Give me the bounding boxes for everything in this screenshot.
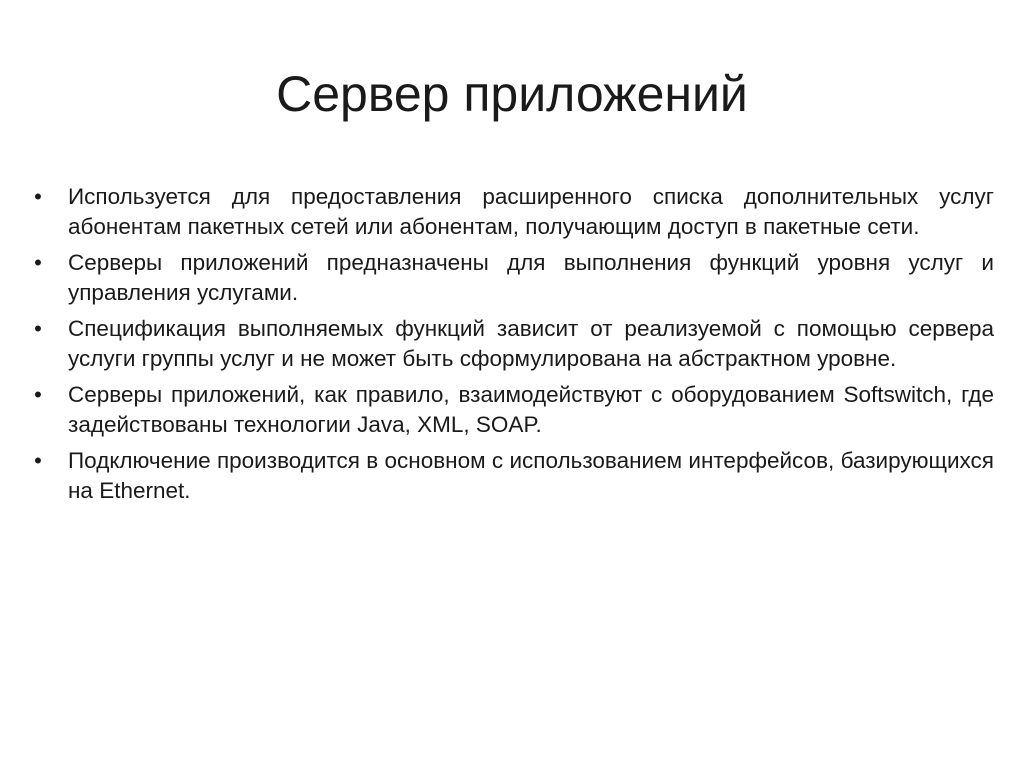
bullet-marker: •: [34, 448, 42, 473]
bullet-marker: •: [34, 316, 42, 341]
slide-title: Сервер приложений: [276, 66, 748, 122]
bullet-item: [34, 314, 994, 374]
bullet-text: Подключение производится в основном с использованием интерфейсов, базирующихся на Ethernet.: [68, 448, 994, 503]
bullet-marker: •: [34, 382, 42, 407]
bullet-item: [34, 248, 994, 308]
bullet-text: Серверы приложений предназначены для выполнения функций уровня услуг и управления услугами.: [68, 250, 994, 305]
bullet-text: Используется для предоставления расширенного списка дополнительных услуг абонентам пакетных сетей или абонентам, получающим доступ в пакетные сети.: [68, 184, 994, 239]
bullet-list: [34, 182, 994, 512]
bullet-item: [34, 182, 994, 242]
bullet-marker: •: [34, 184, 42, 209]
bullet-item: [34, 380, 994, 440]
bullet-item: [34, 446, 994, 506]
bullet-text: Спецификация выполняемых функций зависит от реализуемой с помощью сервера услуги группы услуг и не может быть сформулирована на абстрактном уровне.: [68, 316, 994, 371]
bullet-text: Серверы приложений, как правило, взаимодействуют с оборудованием Softswitch, где задействованы технологии Java, XML, SOAP.: [68, 382, 994, 437]
bullet-marker: •: [34, 250, 42, 275]
